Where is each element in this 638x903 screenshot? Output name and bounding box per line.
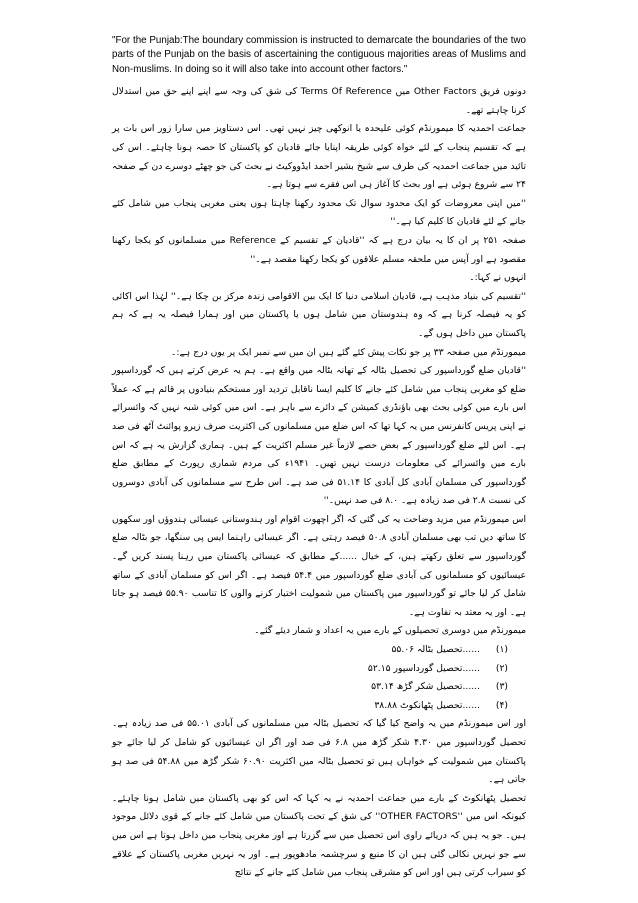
list-item (112, 641, 526, 660)
urdu-paragraph: صفحہ ۲۵۱ پر ان کا یہ بیان درج ہے کہ ''قادیان کے تقسیم کے Reference میں مسلمانوں کو یکجا رکھنا مقصود ہے اور آپس میں ملحقہ مسلم علاقوں کو یکجا رکھنا مقصد ہے۔'' (112, 234, 526, 265)
urdu-paragraph: ''میں اپنی معروضات کو ایک محدود سوال تک محدود رکھنا چاہتا ہوں یعنی مغربی پنجاب میں شامل کئے جانے کے لئے قادیان کا کلیم کیا ہے۔'' (112, 197, 526, 228)
urdu-paragraph: ''قادیان ضلع گورداسپور کی تحصیل بٹالہ کے تھانہ بٹالہ میں واقع ہے۔ ہم یہ عرض کرتے ہیں کہ گورداسپور ضلع کو مغربی پنجاب میں شامل کئے جانے کا کلیم ایسا ناقابل تردید اور مستحکم بنیادوں پر قائم ہے کہ عملاً اس بارے میں کوئی بحث بھی باؤنڈری کمیشن کے دائرے سے باہر ہے۔ اس میں کوئی شبہ نہیں کہ وائسرائے نے اپنی پریس کانفرنس میں یہ کہا تھا کہ اس ضلع میں مسلمانوں کی اکثریت صرف زیرو پوائنٹ آٹھ فی صد ہے۔ اس لئے ضلع گورداسپور کے بعض حصے لازماً غیر مسلم اکثریت کے ہیں۔ ہماری گزارش یہ ہے کہ اس بارے میں وائسرائے کی معلومات درست نہیں تھیں۔ ۱۹۴۱ء کی مردم شماری رپورٹ کے مطابق ضلع گورداسپور کی مسلمان آبادی کل آبادی کا ۵۱.۱۴ فی صد ہے۔ اس طرح سے مسلمانوں کی آبادی دوسروں کی نسبت ۲.۸ فی صد زیادہ ہے۔ ۸.۰ فی صد نہیں۔'' (112, 365, 526, 507)
urdu-paragraph: اس میمورنڈم میں مزید وضاحت یہ کی گئی کہ اگر اچھوت اقوام اور ہندوستانی عیسائی ہندوؤں اور سکھوں کا ساتھ دیں تب بھی مسلمان آبادی ۵۰.۸ فیصد رہتی ہے۔ اگر عیسائی راہنما ایس پی سنگھا، جو بٹالہ ضلع گورداسپور سے تعلق رکھتے ہیں، کے خیال ......کے مطابق کہ عیسائی پاکستان میں رہنا پسند کریں گے۔ عیسائیوں کو مسلمانوں کی آبادی ضلع گورداسپور میں ۵۴.۴ فیصد ہے۔ اگر اس کو مسلمان آبادی کے ساتھ شامل کر لیا جائے تو گورداسپور میں پاکستان میں شمولیت اختیار کرنے والوں کا تناسب ۵۵.۹۰ فیصد ہو جاتا ہے۔ اور یہ معتد بہ تفاوت ہے۔ (112, 513, 526, 618)
urdu-paragraph: میمورنڈم میں دوسری تحصیلوں کے بارے میں یہ اعداد و شمار دیئے گئے۔ (254, 625, 526, 637)
english-quote: "For the Punjab:The boundary commission is instructed to demarcate the boundaries of the two parts of the Punjab on the basis of ascertaining the contiguous majorities areas of Muslims and Non-muslims. In doing so it will also take into account other factors." (112, 35, 526, 75)
urdu-paragraph: جماعت احمدیہ کا میمورنڈم کوئی علیحدہ یا انوکھی چیز نہیں تھی۔ اس دستاویز میں سارا زور اس بات پر ہے کہ تقسیم پنجاب کے لئے خواہ کوئی طریقہ اپنایا جائے قادیان کو پاکستان کا حصہ ہونا چاہئے۔ اس کی تائید میں جماعت احمدیہ کی طرف سے شیخ بشیر احمد ایڈووکیٹ نے بحث کی جو چھٹے دوسرے دن کے صفحہ ۲۴ سے شروع ہوئی ہے اور بحث کا آغاز ہی اس فقرے سے ہوتا ہے۔ (112, 123, 526, 191)
list-item (112, 697, 526, 716)
list-number: (۳) (495, 681, 508, 693)
urdu-body (112, 83, 526, 883)
list-text: ......تحصیل بٹالہ ۵۵.۰۶ (391, 644, 480, 656)
list-text: ......تحصیل پٹھانکوٹ ۳۸.۸۸ (374, 699, 480, 711)
list-text: ......تحصیل شکر گڑھ ۵۳.۱۴ (371, 681, 480, 693)
list-number: (۱) (495, 644, 508, 656)
list-item (112, 678, 526, 697)
list-number: (۴) (495, 699, 508, 711)
list-number: (۲) (495, 662, 508, 674)
tehsil-list (112, 641, 526, 715)
list-item (112, 660, 526, 679)
urdu-paragraph: دونوں فریق Other Factors میں Terms Of Reference کی شق کی وجہ سے اپنے اپنے حق میں استدلال کرنا چاہتے تھے۔ (112, 86, 527, 116)
urdu-paragraph: اور اس میمورنڈم میں یہ واضح کیا گیا کہ تحصیل بٹالہ میں مسلمانوں کی آبادی ۵۵.۰۱ فی صد زیادہ ہے۔ تحصیل گورداسپور میں ۴.۳۰ شکر گڑھ میں ۶.۸ فی صد اور اگر ان عیسائیوں کو شامل کر لیا جائے جو پاکستان میں شمولیت کے خواہاں ہیں تو تحصیل بٹالہ میں اکثریت ۶۰.۹۰ شکر گڑھ میں ۵۴.۸۸ فی صد ہو جاتی ہے۔ (112, 718, 527, 786)
list-text: ......تحصیل گورداسپور ۵۲.۱۵ (367, 662, 480, 674)
urdu-paragraph: میمورنڈم میں صفحہ ۳۳ پر جو نکات پیش کئے گئے ہیں ان میں سے نمبر ایک پر یوں درج ہے:۔ (171, 346, 526, 358)
urdu-paragraph: تحصیل پٹھانکوٹ کے بارے میں جماعت احمدیہ نے یہ کہا کہ اس کو بھی پاکستان میں شامل ہونا چاہئے۔ کیونکہ اس میں ''OTHER FACTORS'' کی شق کے تحت پاکستان میں شامل کئے جانے کے قوی دلائل موجود ہیں۔ جو یہ ہیں کہ دریائے راوی اس تحصیل میں سے گزرتا ہے اور مغربی پنجاب میں داخل ہوتا ہے اس میں سے جو نہریں نکالی گئی ہیں ان کا منبع و سرچشمہ مادھوپور ہے۔ اور یہ نہریں مغربی پاکستان کے علاقے کو سیراب کرتی ہیں اور اس کو مشرقی پنجاب میں شامل کئے جانے کے نتائج (112, 792, 526, 879)
urdu-paragraph: ''تقسیم کی بنیاد مذہب ہے، قادیان اسلامی دنیا کا ایک بین الاقوامی زندہ مرکز بن چکا ہے۔'' لہٰذا اس اکائی کو یہ فیصلہ کرنا ہے کہ وہ ہندوستان میں شامل ہوں یا پاکستان میں اور ہمارا فیصلہ یہ ہے کہ ہم پاکستان میں داخل ہوں گے۔ (112, 290, 526, 339)
urdu-paragraph: انہوں نے کہا:۔ (469, 272, 526, 284)
